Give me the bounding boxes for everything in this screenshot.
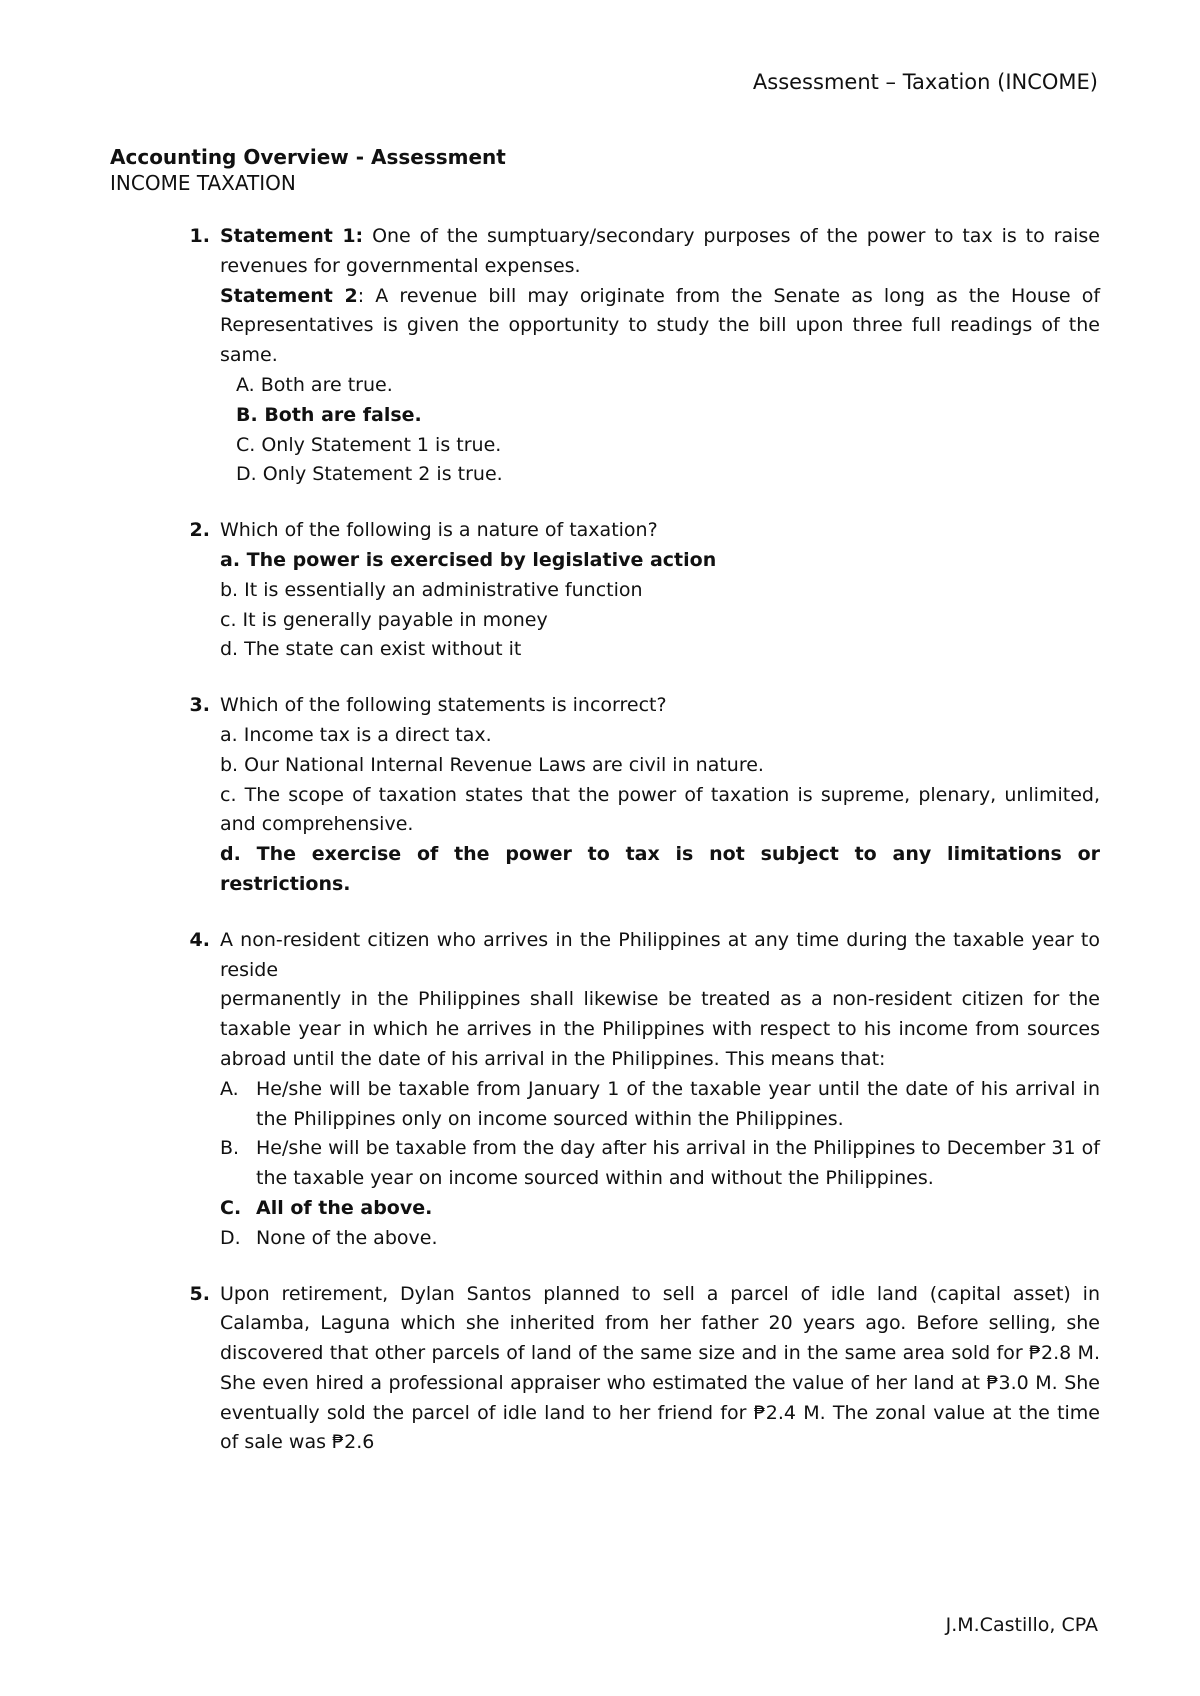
option-b: b. It is essentially an administrative function [220, 578, 643, 601]
question-body [220, 516, 1100, 665]
question-2 [110, 516, 1100, 665]
page-footer: J.M.Castillo, CPA [945, 1614, 1098, 1636]
option-c-answer [220, 1194, 1100, 1224]
question-4 [110, 926, 1100, 1254]
option-d [220, 1224, 1100, 1254]
option-c: c. The scope of taxation states that the power of taxation is supreme, plenary, unlimited, and comprehensive. [220, 783, 1100, 836]
question-5 [110, 1280, 1100, 1459]
statement-2 [220, 282, 1100, 371]
question-number: 3. [189, 694, 210, 717]
question-1 [110, 222, 1100, 490]
option-b [220, 1134, 1100, 1194]
question-body [220, 691, 1100, 900]
option-label: A. [220, 1077, 239, 1100]
document-body [110, 144, 1100, 1458]
option-a [220, 1075, 1100, 1135]
question-number: 1. [189, 225, 210, 247]
option-text: None of the above. [256, 1226, 438, 1249]
question-number: 5. [189, 1282, 210, 1305]
statement-1-text: One of the sumptuary/secondary purposes of the power to tax is to raise revenues for governmental expenses. [220, 225, 1100, 277]
statement-1-label: Statement 1: [220, 225, 364, 247]
statement-2-text: : A revenue bill may originate from the Senate as long as the House of Representatives is given the opportunity to study the bill upon three full readings of the same. [220, 284, 1101, 367]
option-text: He/she will be taxable from the day after his arrival in the Philippines to December 31 of the taxable year on income sourced within and without the Philippines. [256, 1137, 1100, 1190]
option-label: C. [220, 1196, 242, 1219]
question-3 [110, 691, 1100, 900]
statement-2-label: Statement 2 [220, 284, 358, 307]
option-label: B. [220, 1137, 240, 1160]
question-text: Which of the following is a nature of taxation? [220, 519, 658, 542]
option-text: He/she will be taxable from January 1 of the taxable year until the date of his arrival in the Philippines only on income sourced within the Philippines. [256, 1077, 1100, 1130]
option-d: d. The state can exist without it [220, 638, 522, 661]
option-a: a. Income tax is a direct tax. [220, 723, 492, 746]
statement-1 [220, 222, 1100, 282]
document-title: Accounting Overview - Assessment [110, 145, 506, 169]
option-label: D. [220, 1226, 241, 1249]
option-b-answer: B. Both are false. [236, 403, 422, 426]
option-a: A. Both are true. [236, 373, 393, 396]
option-a-answer: a. The power is exercised by legislative action [220, 548, 717, 571]
document-subtitle: INCOME TAXATION [110, 171, 296, 195]
question-number: 4. [189, 928, 210, 951]
option-c: C. Only Statement 1 is true. [236, 433, 502, 456]
option-d-answer: d. The exercise of the power to tax is not subject to any limitations or restrictions. [220, 843, 1100, 895]
question-text-part-1: A non-resident citizen who arrives in the Philippines at any time during the taxable year to reside [220, 928, 1100, 981]
question-text-part-2: permanently in the Philippines shall likewise be treated as a non-resident citizen for the taxable year in which he arrives in the Philippines with respect to his income from sources abroad until the date of his arrival in the Philippines. This means that: [220, 988, 1100, 1070]
option-c: c. It is generally payable in money [220, 608, 548, 631]
question-body [220, 926, 1100, 1254]
option-b: b. Our National Internal Revenue Laws are civil in nature. [220, 753, 764, 776]
option-d: D. Only Statement 2 is true. [236, 463, 503, 486]
option-text: All of the above. [256, 1196, 433, 1219]
page-header: Assessment – Taxation (INCOME) [752, 70, 1098, 94]
question-number: 2. [189, 519, 210, 542]
question-body [220, 222, 1100, 490]
question-text: Upon retirement, Dylan Santos planned to sell a parcel of idle land (capital asset) in Calamba, Laguna which she inherited from her father 20 years ago. Before selling, she discovered that other parcels of land of the same size and in the same area sold for ₱2.8 M. She even hired a professional appraiser who estimated the value of her land at ₱3.0 M. She eventually sold the parcel of idle land to her friend for ₱2.4 M. The zonal value at the time of sale was ₱2.6 [220, 1282, 1100, 1454]
question-text: Which of the following statements is incorrect? [220, 694, 667, 717]
question-body [220, 1280, 1100, 1459]
